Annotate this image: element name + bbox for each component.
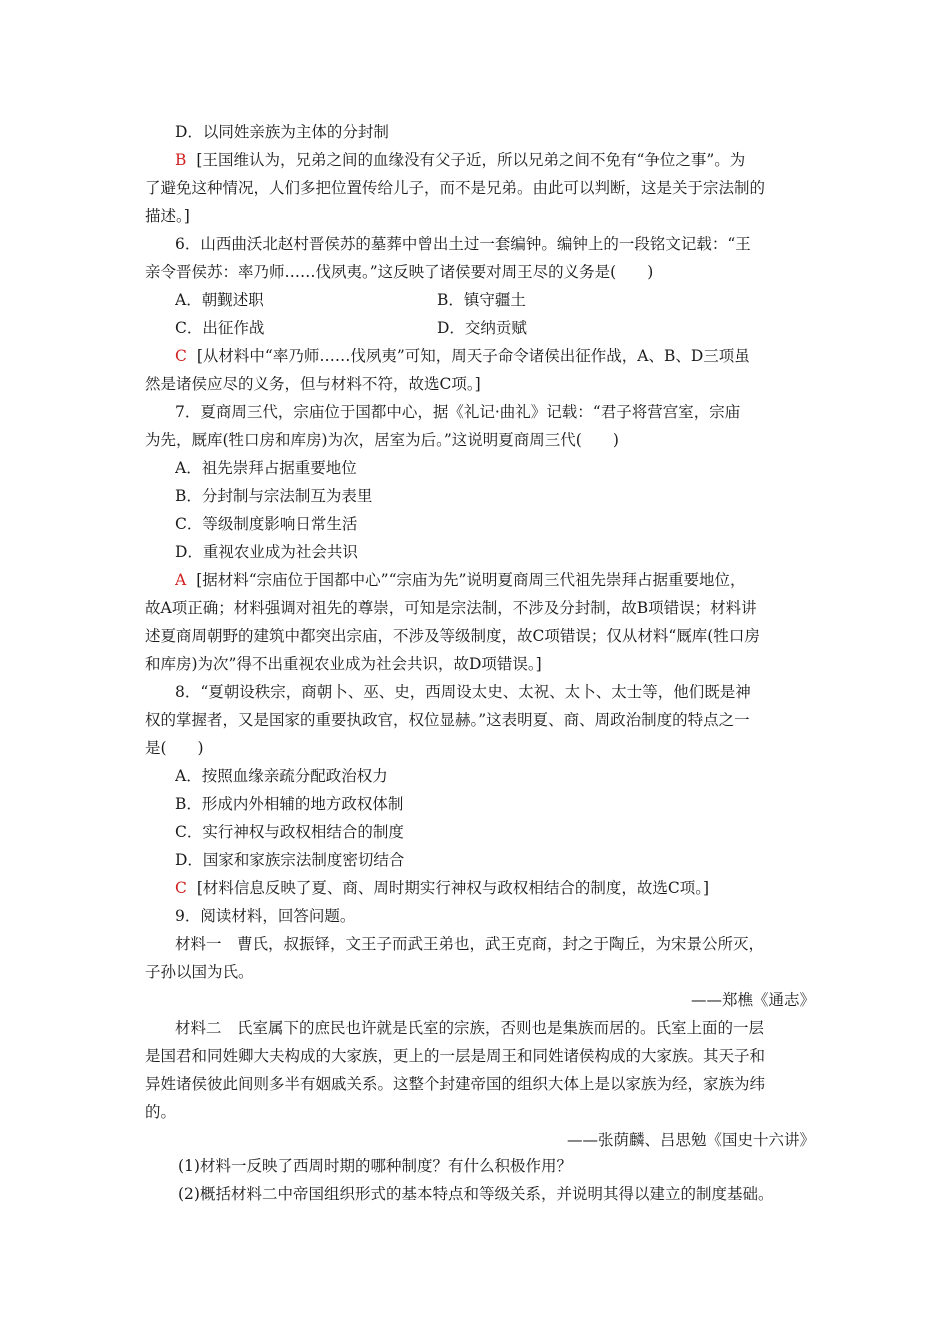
material-2-line-1: 材料二 氏室属下的庶民也许就是氏室的宗族，否则也是集族而居的。氏室上面的一层 bbox=[175, 1019, 765, 1037]
q8-stem-line-1: 8．“夏朝设秩宗，商朝卜、巫、史，西周设太史、太祝、太卜、太士等，他们既是神 bbox=[175, 683, 751, 701]
q7-explanation-line-3: 述夏商周朝野的建筑中都突出宗庙，不涉及等级制度，故C项错误；仅从材料“厩库(牲口房 bbox=[145, 627, 760, 645]
q8-stem-line-2: 权的掌握者，又是国家的重要执政官，权位显赫。”这表明夏、商、周政治制度的特点之一 bbox=[145, 711, 750, 729]
q6-explanation-line-2: 然是诸侯应尽的义务，但与材料不符，故选C项。] bbox=[145, 375, 481, 393]
q8-option-b: B．形成内外相辅的地方政权体制 bbox=[175, 795, 404, 813]
q6-option-b: B．镇守疆土 bbox=[437, 291, 526, 309]
q7-option-a: A．祖先崇拜占据重要地位 bbox=[175, 459, 357, 477]
q7-explanation-line-4: 和库房)为次”得不出重视农业成为社会共识，故D项错误。] bbox=[145, 655, 542, 673]
q5-explanation-line-1: B [王国维认为，兄弟之间的血缘没有父子近，所以兄弟之间不免有“争位之事”。为 bbox=[175, 151, 746, 169]
q7-option-b: B．分封制与宗法制互为表里 bbox=[175, 487, 373, 505]
q7-option-c: C．等级制度影响日常生活 bbox=[175, 515, 358, 533]
q6-option-d: D．交纳贡赋 bbox=[437, 319, 527, 337]
q6-stem-line-1: 6．山西曲沃北赵村晋侯苏的墓葬中曾出土过一套编钟。编钟上的一段铭文记载：“王 bbox=[175, 235, 751, 253]
material-1-line-1: 材料一 曹氏，叔振铎，文王子而武王弟也，武王克商，封之于陶丘，为宋景公所灭， bbox=[175, 935, 765, 953]
q5-answer-letter: B bbox=[175, 151, 187, 169]
q7-stem-line-2: 为先，厩库(牲口房和库房)为次，居室为后。”这说明夏商周三代( ) bbox=[145, 431, 619, 449]
q6-answer-letter: C bbox=[175, 347, 187, 365]
q8-option-d: D．国家和家族宗法制度密切结合 bbox=[175, 851, 405, 869]
q9-subquestion-1: (1)材料一反映了西周时期的哪种制度？有什么积极作用？ bbox=[178, 1157, 572, 1175]
q8-stem-line-3: 是( ) bbox=[145, 739, 204, 757]
q9-stem: 9．阅读材料，回答问题。 bbox=[175, 907, 356, 925]
q6-option-c: C．出征作战 bbox=[175, 319, 265, 337]
q5-explanation-line-3: 描述。] bbox=[145, 207, 190, 225]
q7-stem-line-1: 7．夏商周三代，宗庙位于国都中心，据《礼记·曲礼》记载：“君子将营宫室，宗庙 bbox=[175, 403, 741, 421]
q8-option-c: C．实行神权与政权相结合的制度 bbox=[175, 823, 404, 841]
q8-option-a: A．按照血缘亲疏分配政治权力 bbox=[175, 767, 388, 785]
material-2-line-4: 的。 bbox=[145, 1103, 177, 1121]
q9-subquestion-2: (2)概括材料二中帝国组织形式的基本特点和等级关系，并说明其得以建立的制度基础。 bbox=[178, 1185, 774, 1203]
q5-option-d: D．以同姓亲族为主体的分封制 bbox=[175, 123, 389, 141]
material-1-source: ——郑樵《通志》 bbox=[690, 991, 815, 1009]
q7-explanation-line-1: A [据材料“宗庙位于国都中心”“宗庙为先”说明夏商周三代祖先崇拜占据重要地位， bbox=[175, 571, 746, 589]
q6-option-a: A．朝觐述职 bbox=[175, 291, 264, 309]
q5-explanation-line-2: 了避免这种情况，人们多把位置传给儿子，而不是兄弟。由此可以判断，这是关于宗法制的 bbox=[145, 179, 766, 197]
q7-explanation-line-2: 故A项正确；材料强调对祖先的尊崇，可知是宗法制，不涉及分封制，故B项错误；材料讲 bbox=[145, 599, 757, 617]
q6-options-row-2 bbox=[175, 314, 815, 342]
material-2-line-2: 是国君和同姓卿大夫构成的大家族，更上的一层是周王和同姓诸侯构成的大家族。其天子和 bbox=[145, 1047, 766, 1065]
q8-explanation-line-1: C [材料信息反映了夏、商、周时期实行神权与政权相结合的制度，故选C项。] bbox=[175, 879, 710, 897]
q6-stem-line-2: 亲令晋侯苏：率乃师……伐夙夷。”这反映了诸侯要对周王尽的义务是( ) bbox=[145, 263, 654, 281]
q7-option-d: D．重视农业成为社会共识 bbox=[175, 543, 358, 561]
material-2-line-3: 异姓诸侯彼此间则多半有姻戚关系。这整个封建帝国的组织大体上是以家族为经，家族为纬 bbox=[145, 1075, 766, 1093]
q6-options-row-1 bbox=[175, 286, 815, 314]
material-1-line-2: 子孙以国为氏。 bbox=[145, 963, 254, 981]
q6-explanation-line-1: C [从材料中“率乃师……伐夙夷”可知，周天子命令诸侯出征作战，A、B、D三项虽 bbox=[175, 347, 750, 365]
q7-answer-letter: A bbox=[175, 571, 187, 589]
q8-answer-letter: C bbox=[175, 879, 187, 897]
material-2-source: ——张荫麟、吕思勉《国史十六讲》 bbox=[566, 1131, 815, 1149]
